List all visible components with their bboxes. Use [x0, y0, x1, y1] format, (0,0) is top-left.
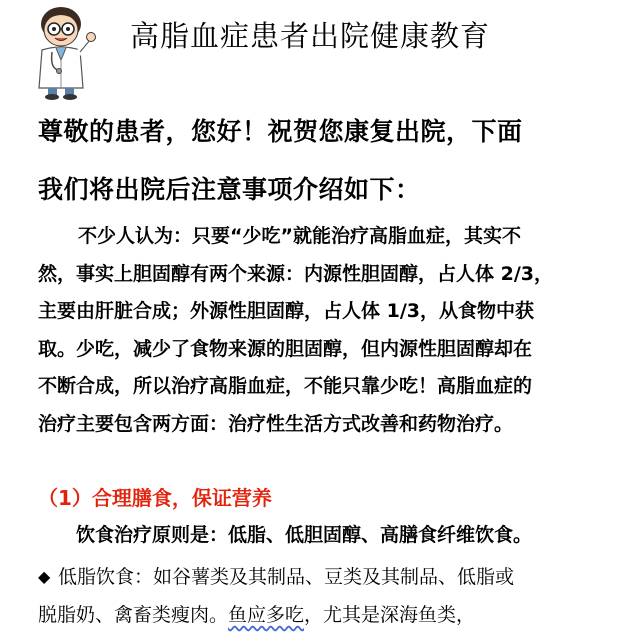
greeting-line-1: 尊敬的患者，您好！祝贺您康复出院，下面 [38, 117, 523, 146]
section-heading: （1）合理膳食，保证营养 [38, 486, 272, 510]
paragraph-line: 治疗主要包含两方面：治疗性生活方式改善和药物治疗。 [38, 412, 514, 435]
paragraph-line: 不断合成，所以治疗高脂血症，不能只靠少吃！高脂血症的 [38, 375, 533, 397]
bullet-text: 低脂饮食：如谷薯类及其制品、豆类及其制品、低脂或 [58, 566, 515, 588]
paragraph-line: 不少人认为：只要“少吃”就能治疗高脂血症，其实不 [78, 225, 521, 247]
paragraph-line: 然，事实上胆固醇有两个来源：内源性胆固醇，占人体 2/3， [38, 262, 553, 285]
spellcheck-underlined-text: 鱼应多吃 [228, 604, 305, 626]
diamond-bullet-icon: ◆ [38, 567, 51, 586]
diet-principle: 饮食治疗原则是：低脂、低胆固醇、高膳食纤维饮食。 [76, 524, 533, 546]
intro-paragraph [38, 218, 598, 443]
doctor-cartoon-icon [28, 4, 98, 100]
page-title: 高脂血症患者出院健康教育 [130, 19, 491, 53]
greeting-line-2: 我们将出院后注意事项介绍如下： [38, 175, 421, 204]
bullet-text: 脱脂奶、禽畜类瘦肉。 [38, 604, 229, 626]
paragraph-line: 主要由肝脏合成；外源性胆固醇，占人体 1/3，从食物中获 [38, 300, 534, 322]
bullet-continuation [38, 600, 475, 627]
bullet-text: ，尤其是深海鱼类， [304, 604, 476, 626]
paragraph-line: 取。少吃，减少了食物来源的胆固醇，但内源性胆固醇却在 [38, 337, 533, 360]
bullet-item [38, 562, 514, 589]
